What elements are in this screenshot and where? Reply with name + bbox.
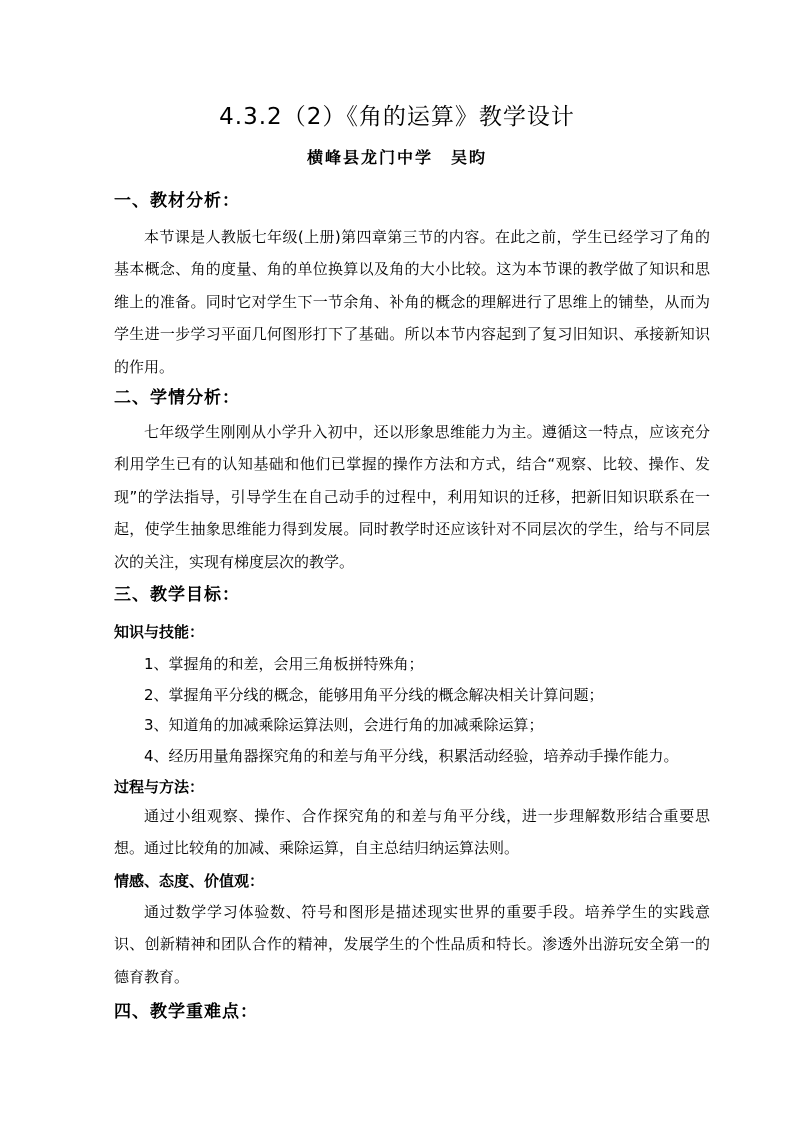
goal-item: 4、经历用量角器探究角的和差与角平分线，积累活动经验，培养动手操作能力。	[144, 747, 679, 765]
goal-item: 2、掌握角平分线的概念，能够用角平分线的概念解决相关计算问题；	[144, 686, 604, 704]
textbook-analysis-paragraph: 本节课是人教版七年级(上册)第四章第三节的内容。在此之前，学生已经学习了角的基本概念、角的度量、角的单位换算以及角的大小比较。这为本节课的教学做了知识和思维上的准备。同时它对学生下一节余角、补角的概念的理解进行了思维上的铺垫，从而为学生进一步学习平面几何图形打下了基础。所以本节内容起到了复习旧知识、承接新知识的作用。	[114, 228, 710, 376]
process-method-paragraph: 通过小组观察、操作、合作探究角的和差与角平分线，进一步理解数形结合重要思想。通过比较角的加减、乘除运算，自主总结归纳运算法则。	[114, 807, 710, 858]
document-author: 横峰县龙门中学 吴昀	[306, 148, 487, 167]
emotion-values-paragraph: 通过数学学习体验数、符号和图形是描述现实世界的重要手段。培养学生的实践意识、创新精神和团队合作的精神，发展学生的个性品质和特长。渗透外出游玩安全第一的德育教育。	[114, 903, 710, 986]
emotion-values-label: 情感、态度、价值观：	[114, 872, 265, 890]
section-heading-key-points: 四、教学重难点：	[114, 1002, 258, 1022]
goal-item: 3、知道角的加减乘除运算法则，会进行角的加减乘除运算；	[144, 716, 544, 734]
knowledge-skills-label: 知识与技能：	[114, 623, 205, 641]
document-title: 4.3.2（2）《角的运算》教学设计	[219, 104, 575, 130]
student-analysis-paragraph: 七年级学生刚刚从小学升入初中，还以形象思维能力为主。遵循这一特点，应该充分利用学生已有的认知基础和他们已掌握的操作方法和方式，结合“观察、比较、操作、发现”的学法指导，引导学生在自己动手的过程中，利用知识的迁移，把新旧知识联系在一起，使学生抽象思维能力得到发展。同时教学时还应该针对不同层次的学生，给与不同层次的关注，实现有梯度层次的教学。	[114, 423, 710, 571]
section-heading-teaching-goals: 三、教学目标：	[114, 585, 240, 605]
goal-item: 1、掌握角的和差，会用三角板拼特殊角；	[144, 655, 424, 673]
section-heading-textbook-analysis: 一、教材分析：	[114, 191, 240, 211]
section-heading-student-analysis: 二、学情分析：	[114, 388, 240, 408]
process-method-label: 过程与方法：	[114, 778, 205, 796]
